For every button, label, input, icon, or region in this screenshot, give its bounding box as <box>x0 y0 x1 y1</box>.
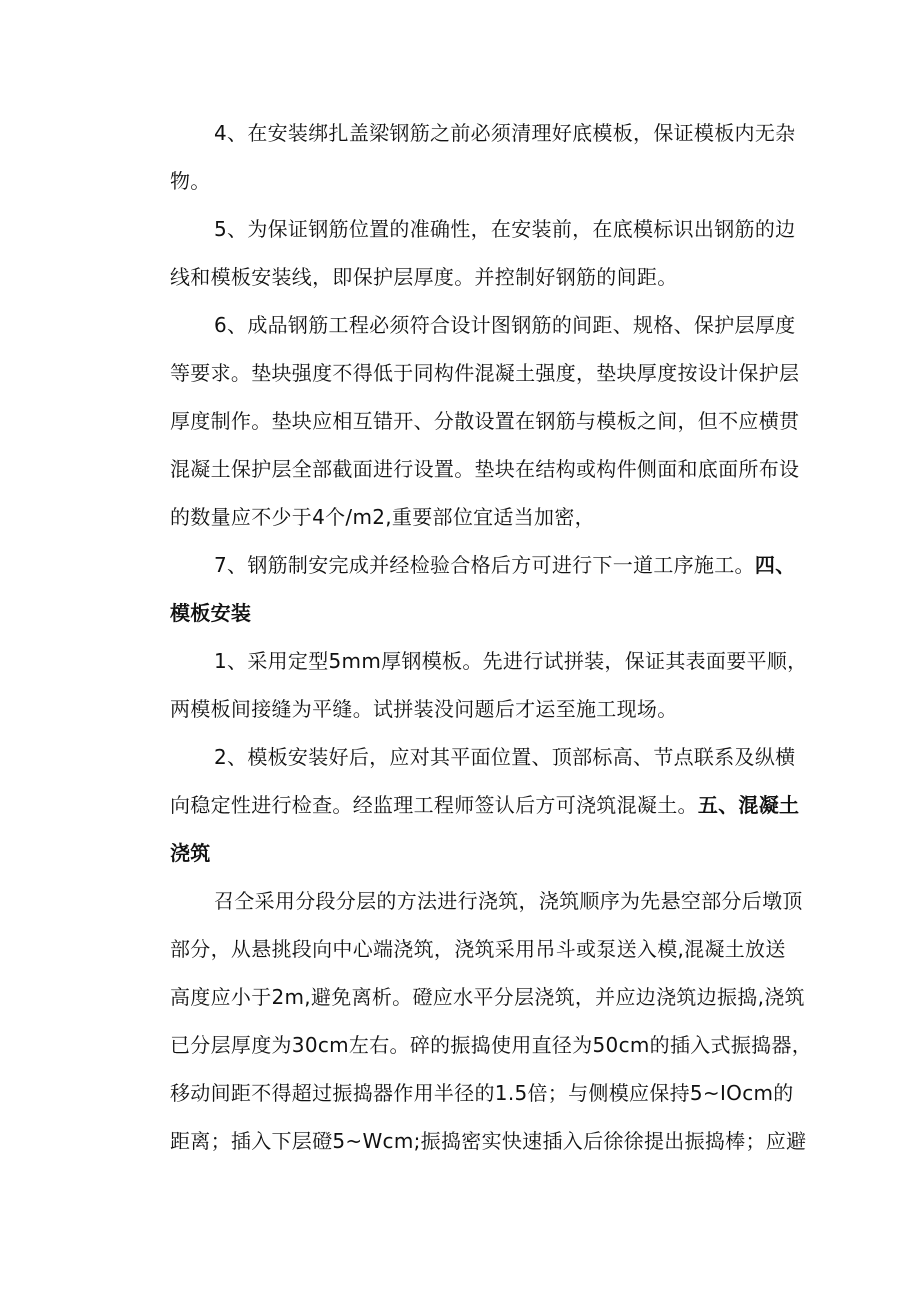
section-heading-5 <box>170 838 211 868</box>
formwork-item-1-line-1 <box>214 646 807 676</box>
text: 混凝土保护层全部截面进行设置。垫块在结构或构件侧面和底面所布设 <box>170 457 800 481</box>
text: 6、成品钢筋工程必须符合设计图钢筋的间距、规格、保护层厚度 <box>214 313 796 337</box>
text: 两模板间接缝为平缝。试拼装没问题后才运至施工现场。 <box>170 697 678 721</box>
text: 的数量应不少于4个/m2,重要部位宜适当加密， <box>170 505 595 529</box>
formwork-item-2-line-1 <box>214 742 795 772</box>
text: 已分层厚度为30cm左右。碎的振捣使用直径为50cm的插入式振捣器， <box>170 1033 813 1057</box>
formwork-item-1-line-2 <box>170 694 678 724</box>
section-heading-5-start: 五、混凝土 <box>697 793 800 817</box>
paragraph-4-line-1 <box>214 118 795 148</box>
paragraph-7-line-1 <box>214 550 795 580</box>
concrete-paragraph-line-4 <box>170 1030 812 1060</box>
concrete-paragraph-line-3 <box>170 982 805 1012</box>
text: 5、为保证钢筋位置的准确性，在安装前，在底模标识出钢筋的边 <box>214 217 796 241</box>
text: 模板安装 <box>170 601 252 625</box>
text: 物。 <box>170 169 211 193</box>
paragraph-6-line-5 <box>170 502 595 532</box>
text: 部分，从悬挑段向中心端浇筑，浇筑采用吊斗或泵送入模,混凝土放送 <box>170 937 786 961</box>
concrete-paragraph-line-1 <box>214 886 803 916</box>
concrete-paragraph-line-2 <box>170 934 786 964</box>
paragraph-5-line-1 <box>214 214 795 244</box>
paragraph-5-line-2 <box>170 262 678 292</box>
text: 线和模板安装线，即保护层厚度。并控制好钢筋的间距。 <box>170 265 678 289</box>
text: 厚度制作。垫块应相互错开、分散设置在钢筋与模板之间，但不应横贯 <box>170 409 800 433</box>
text: 距离；插入下层磴5~Wcm;振捣密实快速插入后徐徐提出振捣棒；应避 <box>170 1129 807 1153</box>
section-heading-4 <box>170 598 251 628</box>
paragraph-6-line-2 <box>170 358 799 388</box>
text: 4、在安装绑扎盖梁钢筋之前必须清理好底模板，保证模板内无杂 <box>214 121 796 145</box>
text: 召仝采用分段分层的方法进行浇筑，浇筑顺序为先悬空部分后墩顶 <box>214 889 803 913</box>
text: 1、采用定型5mm厚钢模板。先进行试拼装，保证其表面要平顺， <box>214 649 808 673</box>
paragraph-6-line-3 <box>170 406 799 436</box>
concrete-paragraph-line-6 <box>170 1126 806 1156</box>
text: 浇筑 <box>170 841 211 865</box>
text: 向稳定性进行检查。经监理工程师签认后方可浇筑混凝土。 <box>170 793 698 817</box>
section-heading-4-number: 四、 <box>754 553 796 577</box>
text: 7、钢筋制安完成并经检验合格后方可进行下一道工序施工。 <box>214 553 755 577</box>
formwork-item-2-line-2 <box>170 790 799 820</box>
text: 等要求。垫块强度不得低于同构件混凝土强度，垫块厚度按设计保护层 <box>170 361 800 385</box>
paragraph-4-line-2 <box>170 166 211 196</box>
text: 2、模板安装好后，应对其平面位置、顶部标高、节点联系及纵横 <box>214 745 796 769</box>
text: 高度应小于2m,避免离析。磴应水平分层浇筑，并应边浇筑边振捣,浇筑 <box>170 985 805 1009</box>
paragraph-6-line-1 <box>214 310 795 340</box>
text: 移动间距不得超过振捣器作用半径的1.5倍；与侧模应保持5~IOcm的 <box>170 1081 794 1105</box>
concrete-paragraph-line-5 <box>170 1078 794 1108</box>
paragraph-6-line-4 <box>170 454 799 484</box>
